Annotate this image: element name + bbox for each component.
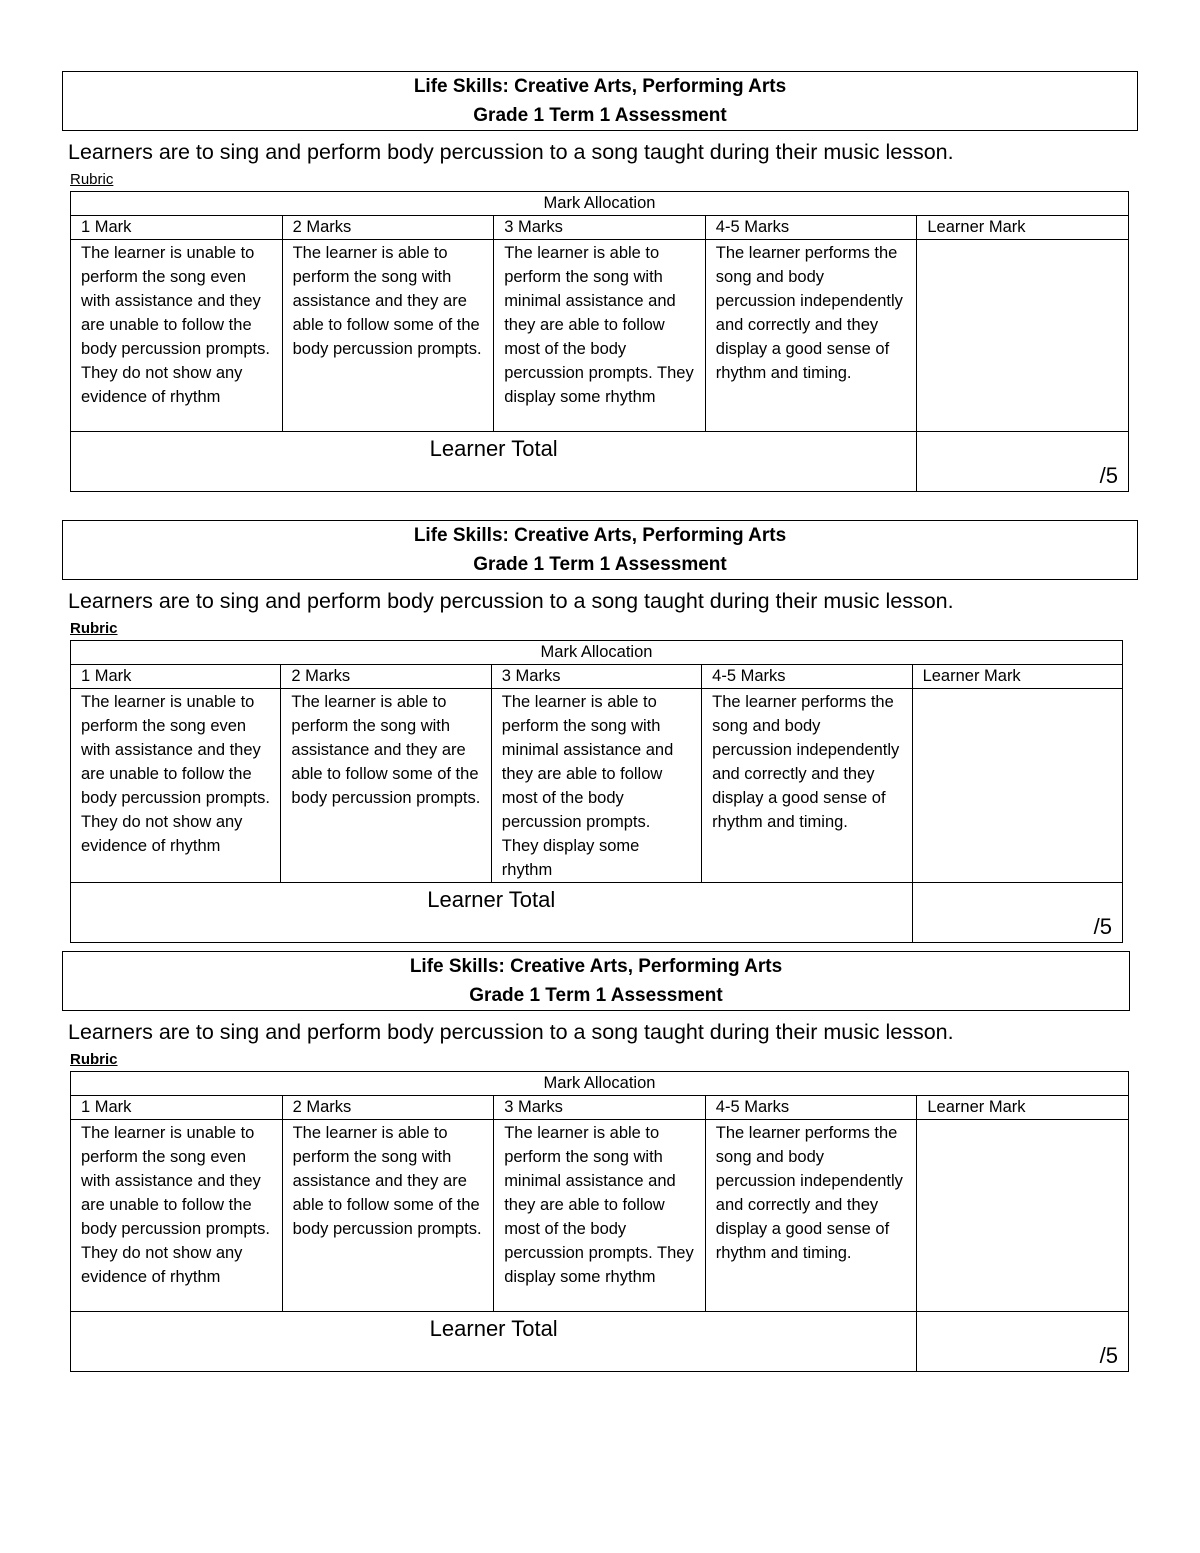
- header-row: [71, 216, 1129, 240]
- rubric-label: Rubric: [70, 620, 118, 637]
- column-header-3-marks: 3 Marks: [494, 216, 706, 240]
- learner-total-label-cell: [71, 1312, 917, 1372]
- subject-title: Life Skills: Creative Arts, Performing Arts: [413, 76, 787, 97]
- assessment-title: Grade 1 Term 1 Assessment: [469, 985, 723, 1006]
- descriptor-3-marks: The learner is able to perform the song with minimal assistance and they are able to follow most of the body percussion prompts. They display some rhythm: [494, 1120, 706, 1312]
- column-header-4-5-marks: 4-5 Marks: [705, 216, 917, 240]
- header-row: [71, 1096, 1129, 1120]
- learner-mark-cell[interactable]: [917, 1120, 1129, 1312]
- mark-allocation-heading: Mark Allocation: [71, 192, 1129, 216]
- column-header-2-marks: 2 Marks: [282, 1096, 494, 1120]
- sheet-header: [62, 71, 1138, 131]
- task-instruction: Learners are to sing and perform body percussion to a song taught during their music lesson.: [68, 140, 954, 164]
- column-header-3-marks: 3 Marks: [491, 665, 701, 689]
- descriptor-1-mark: The learner is unable to perform the song even with assistance and they are unable to follow the body percussion prompts. They do not show any evidence of rhythm: [71, 240, 283, 432]
- column-header-1-mark: 1 Mark: [71, 665, 281, 689]
- alloc-row: [71, 1072, 1129, 1096]
- alloc-row: [71, 192, 1129, 216]
- rubric-table: [70, 640, 1123, 943]
- mark-allocation-heading: Mark Allocation: [71, 641, 1123, 665]
- descriptor-row: [71, 240, 1129, 432]
- column-header-4-5-marks: 4-5 Marks: [705, 1096, 917, 1120]
- rubric-table: [70, 1071, 1129, 1372]
- column-header-1-mark: 1 Mark: [71, 1096, 283, 1120]
- learner-total-label-cell: [71, 883, 913, 943]
- learner-total-label: Learner Total: [429, 436, 558, 461]
- subject-title: Life Skills: Creative Arts, Performing Arts: [413, 525, 787, 546]
- descriptor-2-marks: The learner is able to perform the song with assistance and they are able to follow some of the body percussion prompts.: [281, 689, 491, 883]
- column-header-learner-mark: Learner Mark: [917, 1096, 1129, 1120]
- total-score: /5: [1093, 914, 1112, 939]
- learner-mark-cell[interactable]: [917, 240, 1129, 432]
- descriptor-4-5-marks: The learner performs the song and body percussion independently and correctly and they display a good sense of rhythm and timing.: [705, 1120, 917, 1312]
- descriptor-3-marks: The learner is able to perform the song with minimal assistance and they are able to follow most of the body percussion prompts. They display some rhythm: [494, 240, 706, 432]
- descriptor-1-mark: The learner is unable to perform the song even with assistance and they are unable to follow the body percussion prompts. They do not show any evidence of rhythm: [71, 689, 281, 883]
- descriptor-2-marks: The learner is able to perform the song with assistance and they are able to follow some of the body percussion prompts.: [282, 240, 494, 432]
- total-score: /5: [1099, 1343, 1118, 1368]
- learner-total-cell[interactable]: [917, 432, 1129, 492]
- sheet-header: [62, 520, 1138, 580]
- column-header-learner-mark: Learner Mark: [917, 216, 1129, 240]
- descriptor-2-marks: The learner is able to perform the song with assistance and they are able to follow some of the body percussion prompts.: [282, 1120, 494, 1312]
- assessment-title: Grade 1 Term 1 Assessment: [473, 105, 727, 126]
- column-header-2-marks: 2 Marks: [281, 665, 491, 689]
- descriptor-row: [71, 689, 1123, 883]
- learner-mark-cell[interactable]: [912, 689, 1122, 883]
- descriptor-row: [71, 1120, 1129, 1312]
- sheet-header: [62, 951, 1130, 1011]
- learner-total-label-cell: [71, 432, 917, 492]
- total-score: /5: [1099, 463, 1118, 488]
- descriptor-1-mark: The learner is unable to perform the song even with assistance and they are unable to follow the body percussion prompts. They do not show any evidence of rhythm: [71, 1120, 283, 1312]
- assessment-title: Grade 1 Term 1 Assessment: [473, 554, 727, 575]
- header-row: [71, 665, 1123, 689]
- descriptor-4-5-marks: The learner performs the song and body percussion independently and correctly and they display a good sense of rhythm and timing.: [702, 689, 912, 883]
- total-row: [71, 883, 1123, 943]
- learner-total-cell[interactable]: [917, 1312, 1129, 1372]
- column-header-3-marks: 3 Marks: [494, 1096, 706, 1120]
- task-instruction: Learners are to sing and perform body percussion to a song taught during their music lesson.: [68, 589, 954, 613]
- column-header-learner-mark: Learner Mark: [912, 665, 1122, 689]
- column-header-1-mark: 1 Mark: [71, 216, 283, 240]
- descriptor-3-marks: The learner is able to perform the song with minimal assistance and they are able to follow most of the body percussion prompts. They display some rhythm: [491, 689, 701, 883]
- subject-title: Life Skills: Creative Arts, Performing Arts: [409, 956, 783, 977]
- learner-total-label: Learner Total: [427, 887, 556, 912]
- column-header-4-5-marks: 4-5 Marks: [702, 665, 912, 689]
- total-row: [71, 1312, 1129, 1372]
- rubric-label: Rubric: [70, 171, 114, 188]
- learner-total-label: Learner Total: [429, 1316, 558, 1341]
- total-row: [71, 432, 1129, 492]
- rubric-table: [70, 191, 1129, 492]
- learner-total-cell[interactable]: [912, 883, 1122, 943]
- rubric-label: Rubric: [70, 1051, 118, 1068]
- mark-allocation-heading: Mark Allocation: [71, 1072, 1129, 1096]
- descriptor-4-5-marks: The learner performs the song and body percussion independently and correctly and they display a good sense of rhythm and timing.: [705, 240, 917, 432]
- column-header-2-marks: 2 Marks: [282, 216, 494, 240]
- alloc-row: [71, 641, 1123, 665]
- task-instruction: Learners are to sing and perform body percussion to a song taught during their music lesson.: [68, 1020, 954, 1044]
